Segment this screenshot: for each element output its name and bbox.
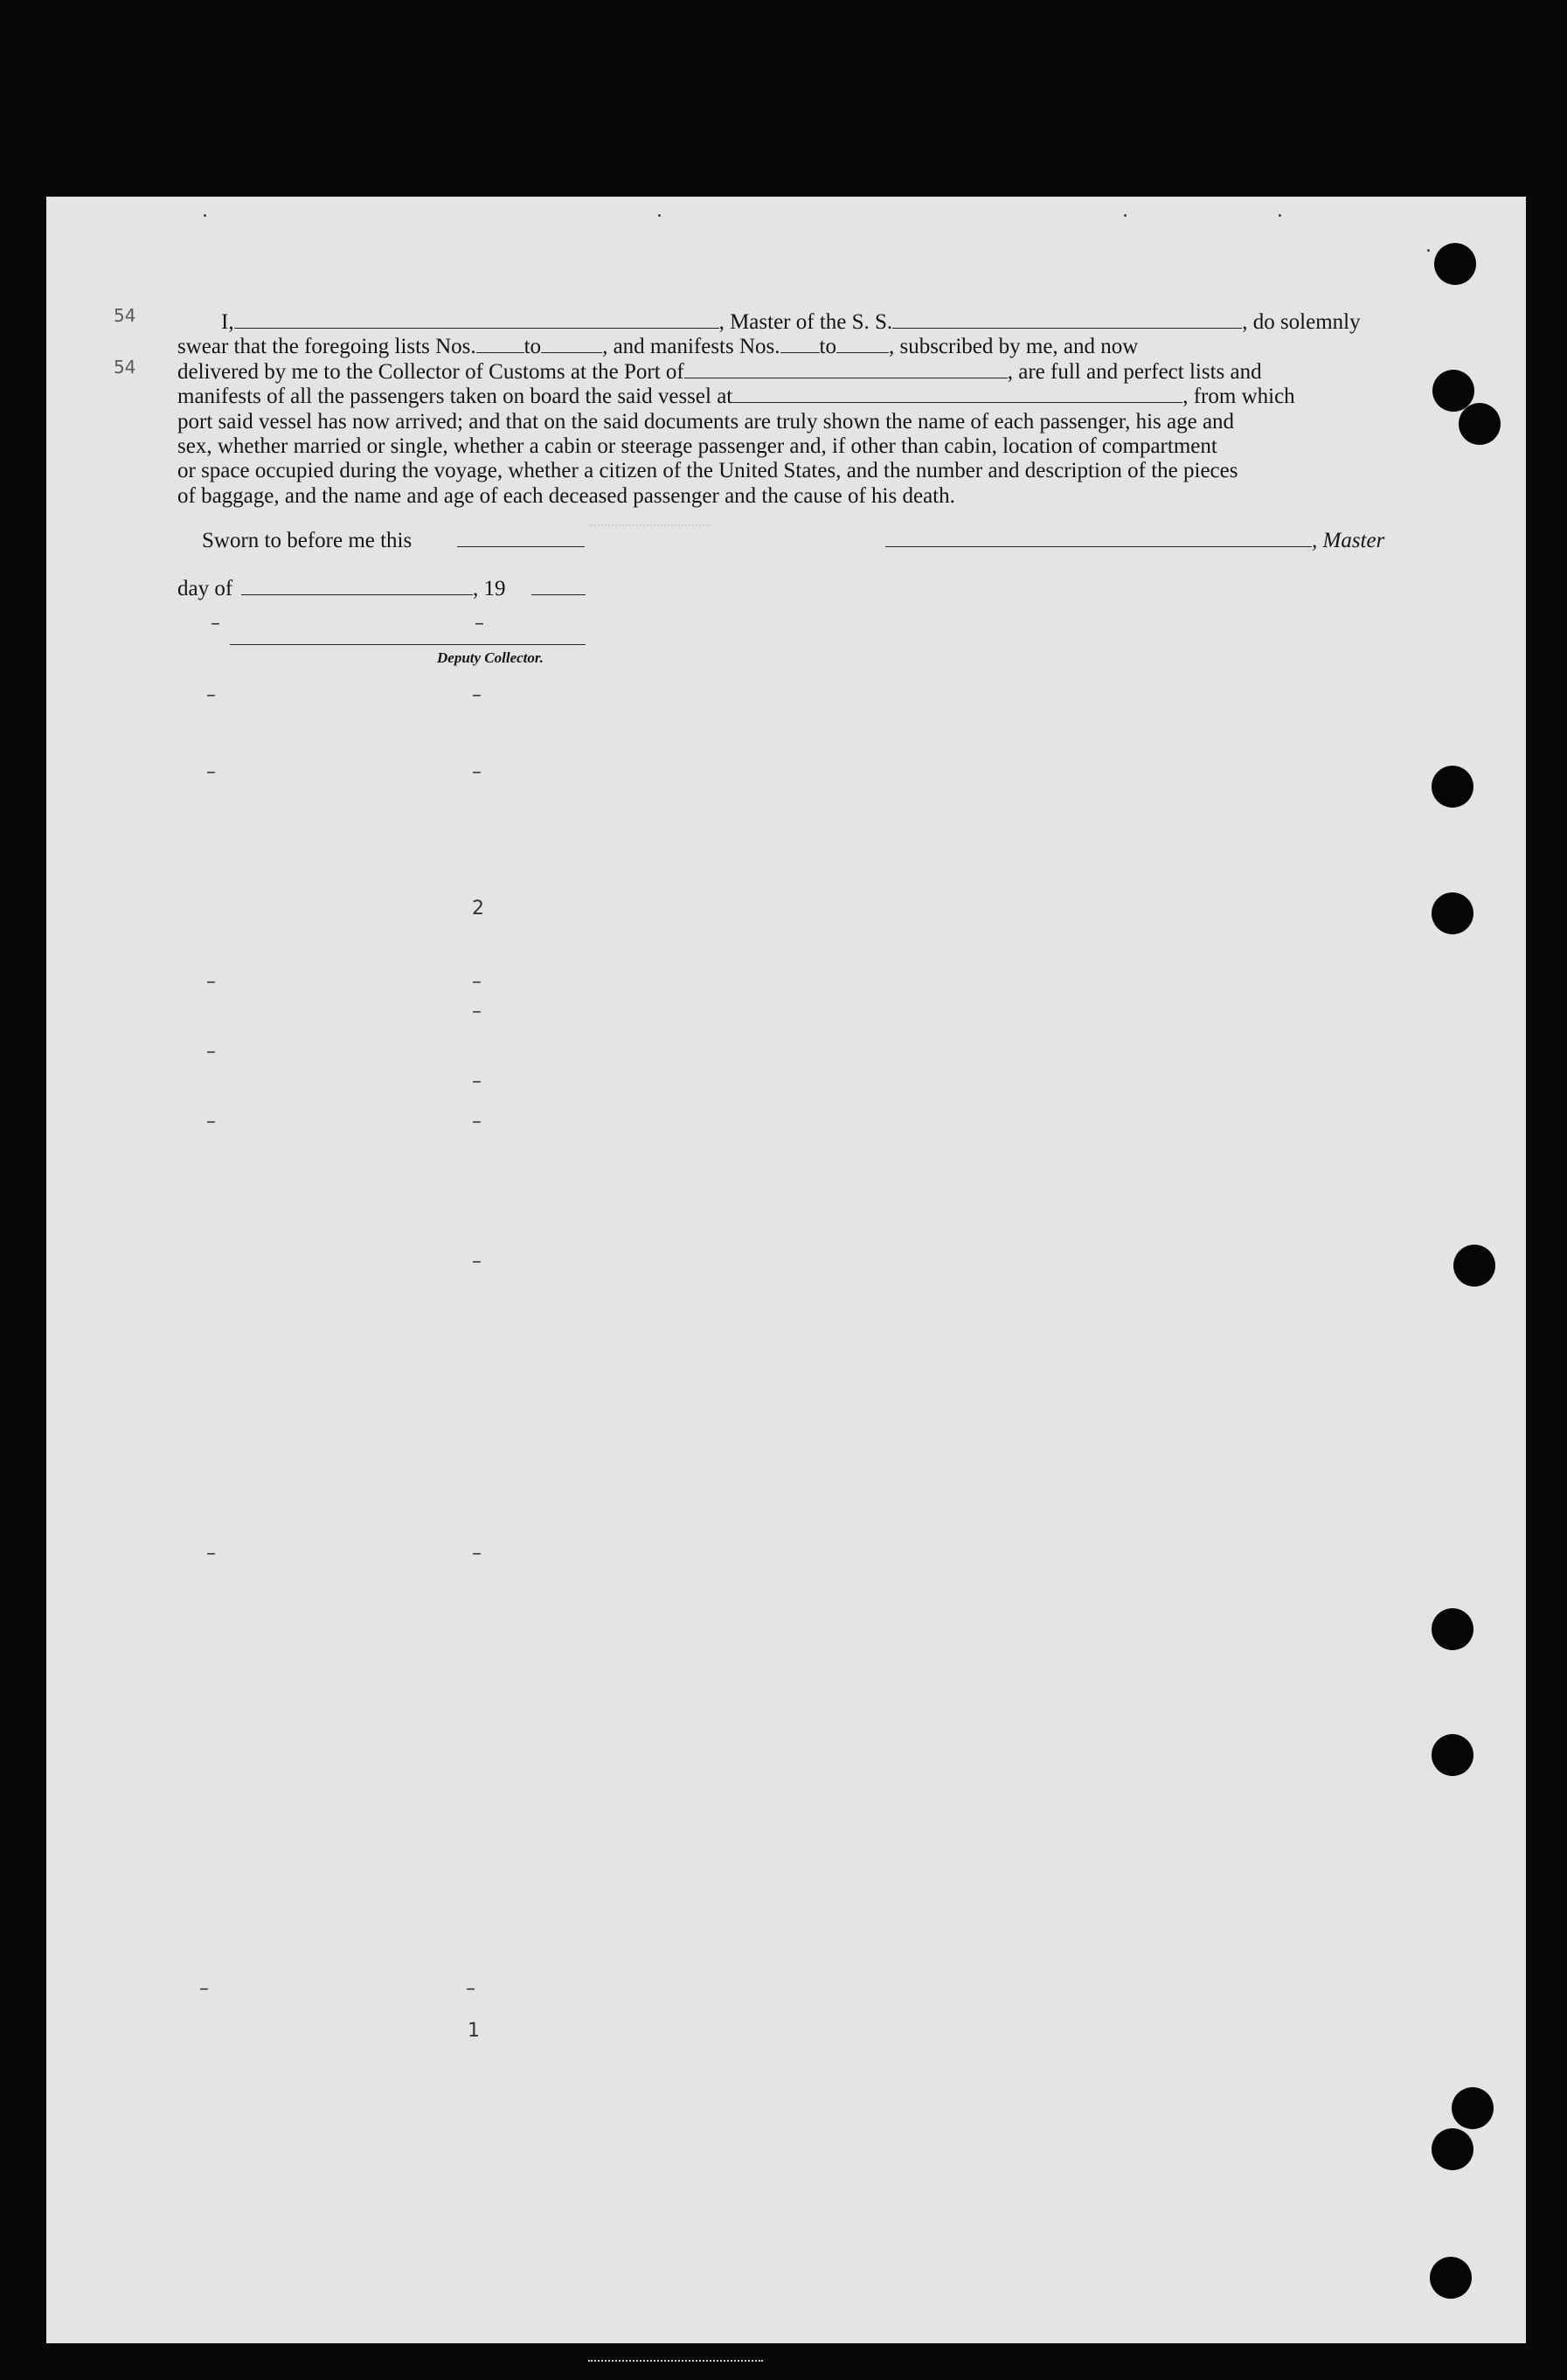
list-to-blank [541,335,602,353]
speck [1279,214,1281,217]
dash-mark: – [466,1978,475,2000]
day-of-line [241,594,473,595]
master-label: , Master [1312,529,1385,552]
oath-line-7: or space occupied during the voyage, whether a citizen of the United States, and the number and description of the pieces [177,459,1238,483]
punch-hole [1432,1608,1473,1650]
margin-number-top: 54 [114,305,136,326]
oath-text: , subscribed by me, and now [888,335,1139,359]
dash-mark: – [472,1111,482,1133]
year-label: , 19 [473,577,506,600]
dash-mark: – [472,1071,482,1093]
punch-hole [1430,2257,1472,2299]
oath-line-1 [177,310,1446,335]
dash-mark: – [206,1041,216,1063]
mark-two: 2 [472,898,484,919]
manifest-to-blank [836,335,889,353]
dash-mark: – [472,761,482,783]
dash-mark: – [475,613,484,635]
oath-text: , from which [1182,385,1295,409]
dash-mark: – [472,1251,482,1273]
bleed-through [588,2360,763,2362]
dash-mark: – [472,684,482,706]
oath-line-6: sex, whether married or single, whether a cabin or steerage passenger and, if other than cabin, location of compartment [177,434,1217,459]
manifest-from-blank [780,335,820,353]
deputy-signature-line [230,644,586,645]
deputy-collector-label: Deputy Collector. [437,649,544,666]
speck [1124,214,1127,217]
punch-hole [1459,403,1501,445]
oath-text: , are full and perfect lists and [1007,359,1262,384]
dash-mark: – [211,613,220,635]
oath-paragraph [177,310,1446,509]
day-of-label: day of [177,577,233,600]
speck [204,214,206,217]
mark-one: 1 [468,2020,480,2042]
dash-mark: – [206,761,216,783]
departure-port-blank [732,385,1182,403]
manifest-page [46,197,1526,2343]
dash-mark: – [206,1543,216,1565]
dash-mark: – [472,971,482,993]
oath-line-3 [177,360,1446,385]
oath-line-4 [177,385,1446,409]
oath-line-2 [177,335,1446,359]
oath-text: to [819,335,836,359]
punch-hole [1432,766,1473,808]
dash-mark: – [206,971,216,993]
sworn-label: Sworn to before me this [202,529,413,552]
oath-text: , Master of the S. S. [718,310,893,334]
ship-name-blank [892,310,1242,329]
dash-mark: – [472,1543,482,1565]
punch-hole [1432,2128,1473,2170]
oath-text: , and manifests Nos. [602,335,780,359]
sworn-date-line [457,546,585,547]
list-from-blank [476,335,524,353]
oath-text: manifests of all the passengers taken on board the said vessel at [177,385,733,409]
margin-number-bottom: 54 [114,357,136,378]
master-name-blank [234,310,719,329]
punch-hole [1432,892,1473,934]
oath-text: , do solemnly [1242,310,1361,334]
oath-line-8: of baggage, and the name and age of each deceased passenger and the cause of his death. [177,483,955,508]
bleed-through [588,524,711,526]
year-line [531,594,586,595]
punch-hole [1432,1734,1473,1776]
speck [1427,249,1430,252]
dash-mark: – [472,1001,482,1023]
speck [658,214,661,217]
oath-text: I, [221,310,234,334]
dash-mark: – [206,1111,216,1133]
dash-mark: – [199,1978,209,2000]
punch-hole [1434,243,1476,285]
master-signature-line [885,546,1312,547]
oath-text: delivered by me to the Collector of Customs at the Port of [177,359,684,384]
punch-hole [1453,1245,1495,1287]
port-blank [684,360,1008,378]
oath-text: to [523,335,542,359]
oath-text: swear that the foregoing lists Nos. [177,335,476,359]
punch-hole [1452,2087,1494,2129]
oath-line-5: port said vessel has now arrived; and that on the said documents are truly shown the name of each passenger, his age and [177,409,1235,434]
dash-mark: – [206,684,216,706]
